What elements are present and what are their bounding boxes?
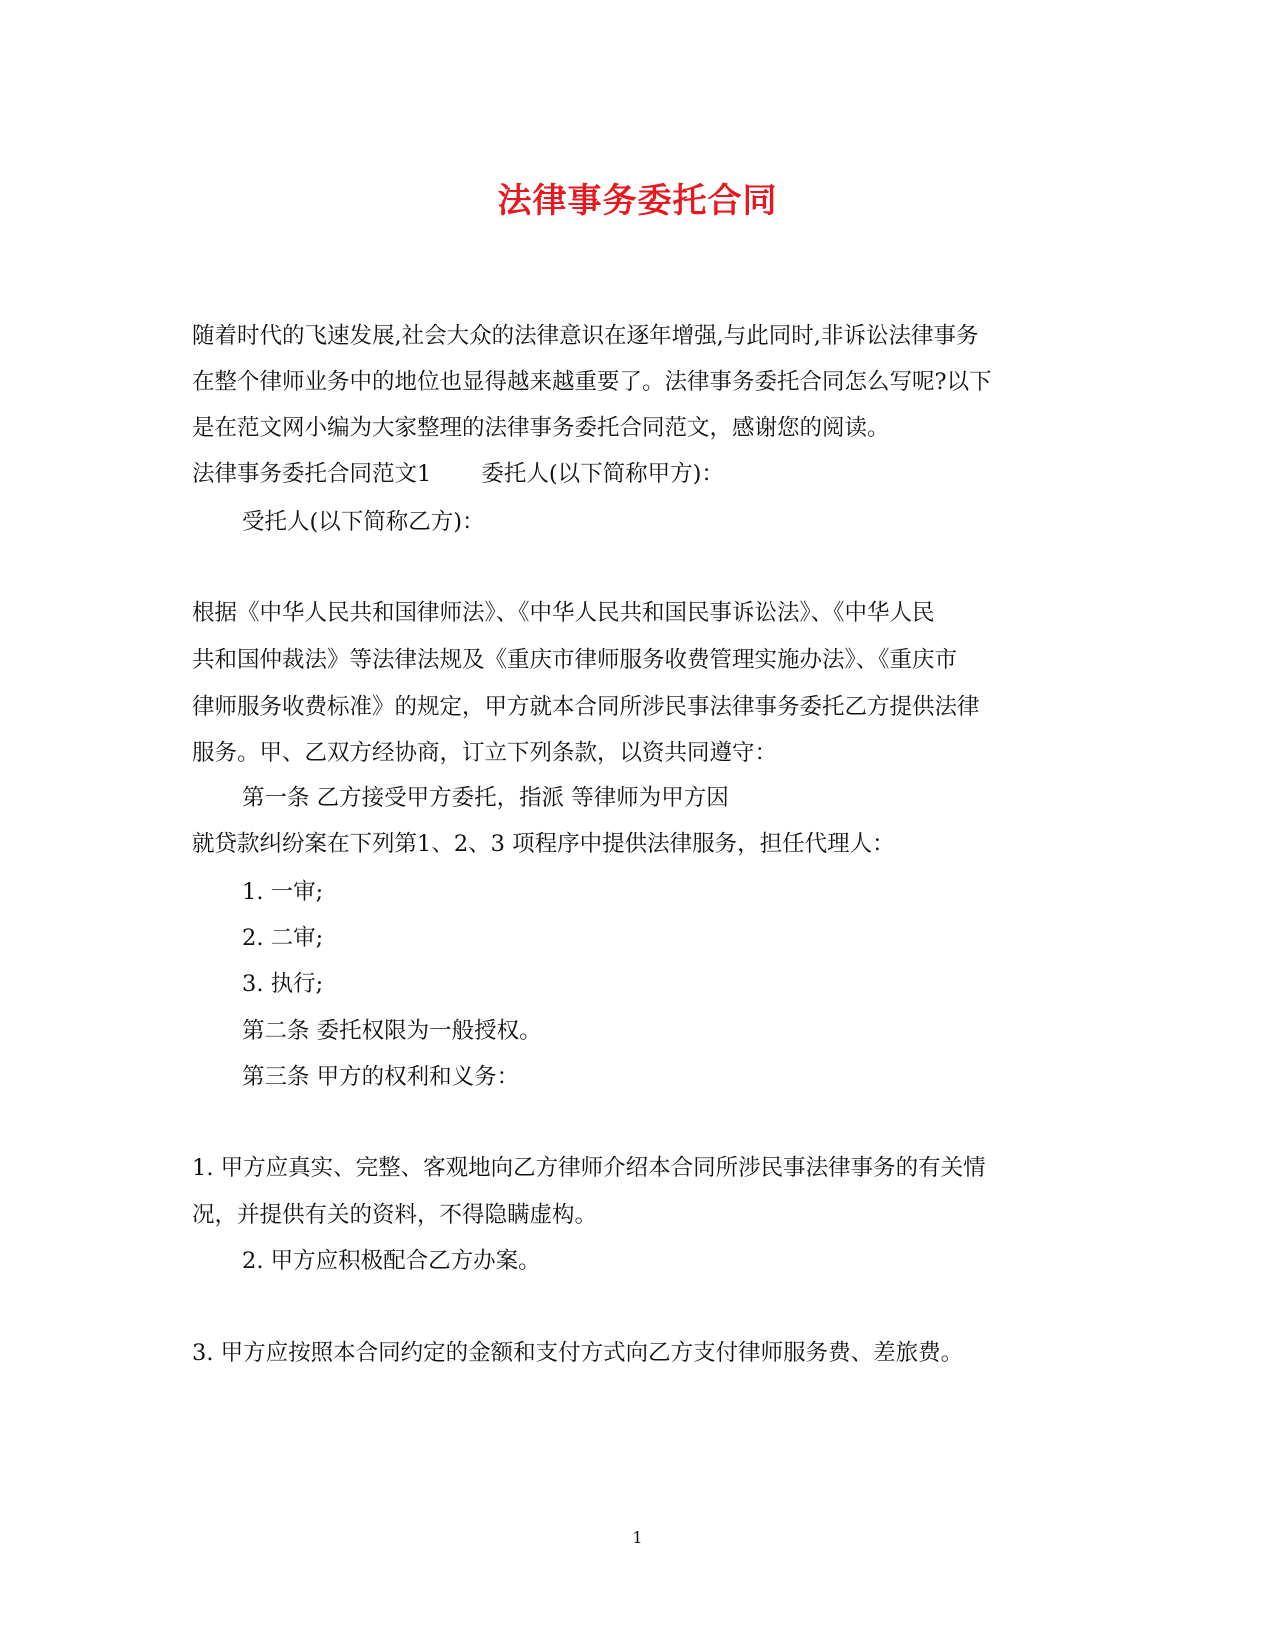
sample-heading-row [192,459,724,489]
basis-line: 律师服务收费标准》的规定，甲方就本合同所涉民事法律事务委托乙方提供法律 [192,694,980,720]
page-number: 1 [632,1528,643,1547]
article-1-continuation: 就贷款纠纷案在下列第1、2、3 项程序中提供法律服务，担任代理人： [192,831,895,857]
duty-3: 3. 甲方应按照本合同约定的金额和支付方式向乙方支付律师服务费、差旅费。 [192,1340,964,1366]
procedure-item: 1. 一审; [242,879,324,905]
agent-line: 受托人(以下简称乙方)： [242,509,485,535]
basis-line: 共和国仲裁法》等法律法规及《重庆市律师服务收费管理实施办法》、《重庆市 [192,647,958,673]
intro-line: 随着时代的飞速发展,社会大众的法律意识在逐年增强,与此同时,非诉讼法律事务 [192,323,979,349]
basis-line: 根据《中华人民共和国律师法》、《中华人民共和国民事诉讼法》、《中华人民 [192,600,935,626]
duty-1-line: 况，并提供有关的资料，不得隐瞒虚构。 [192,1202,598,1228]
procedure-item: 3. 执行; [242,971,324,997]
sample-heading: 法律事务委托合同范文1 [192,461,432,487]
intro-line: 是在范文网小编为大家整理的法律事务委托合同范文，感谢您的阅读。 [192,415,890,441]
document-title: 法律事务委托合同 [497,181,778,221]
client-line: 委托人(以下简称甲方)： [481,461,724,487]
intro-line: 在整个律师业务中的地位也显得越来越重要了。法律事务委托合同怎么写呢?以下 [192,369,992,395]
basis-line: 服务。甲、乙双方经协商，订立下列条款，以资共同遵守： [192,740,778,766]
article-2: 第二条 委托权限为一般授权。 [242,1018,542,1044]
procedure-item: 2. 二审; [242,925,324,951]
article-3: 第三条 甲方的权利和义务： [242,1064,520,1090]
article-1: 第一条 乙方接受甲方委托，指派 等律师为甲方因 [242,785,729,811]
duty-2: 2. 甲方应积极配合乙方办案。 [242,1248,541,1274]
duty-1-line: 1. 甲方应真实、完整、客观地向乙方律师介绍本合同所涉民事法律事务的有关情 [192,1155,986,1181]
